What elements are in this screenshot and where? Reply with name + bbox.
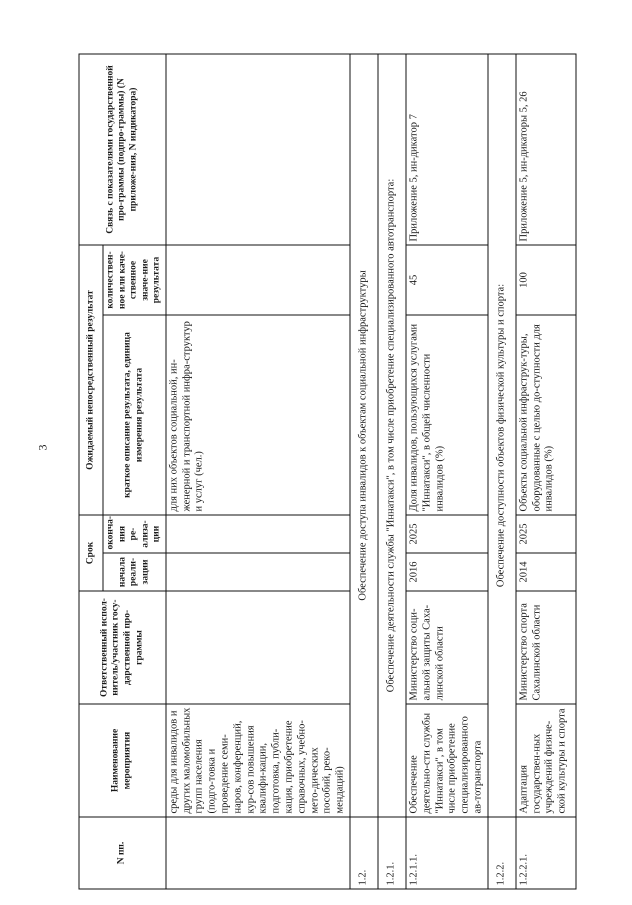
row-event: Адаптация государствен-ных учреждений физиче-ской культуры и спорта [516,704,576,817]
program-table [79,54,577,890]
section-num: 1.2. [350,817,378,889]
row-value: 100 [516,245,576,315]
header-term-end: оконча-ния ре-ализа-ции [103,515,166,553]
table-row [406,54,488,889]
header-responsible: Ответственный испол-нитель/участник госу-дарственной про-граммы [79,591,166,704]
section-title: Обеспечение деятельности службы "Иннатакси", в том числе приобретение специализированного автотранспорта: [378,54,406,817]
cont-event: среды для инвалидов и других маломобильных групп населения (подго-товка и проведение семи-наров, конференций, кур-сов повышения квалифи-кации, подготовка, публи-кация, приобретение справочных, учебно-мето-дических пособий, реко-мендаций) [166,704,350,817]
header-result-desc: краткое описание результата, единица измерения результата [103,315,166,515]
section-row [488,54,516,889]
section-num: 1.2.1. [378,817,406,889]
table-row [166,54,350,889]
row-responsible: Министерство спорта Сахалинской области [516,591,576,704]
header-result-value: количествен-ное или каче-ственное значе-ние результата [103,245,166,315]
row-event: Обеспечение деятельно-сти службы "Иннатакси", в том числе приобретение специализированного ав-тотранспорта [406,704,488,817]
cont-result-desc: для них объектов социальной, ин-женерной и транспортной инфра-структур и услуг (чел.) [166,315,350,515]
row-num: 1.2.1.1. [406,817,488,889]
row-start: 2016 [406,553,488,591]
table-row [516,54,576,889]
header-event: Наименование мероприятия [79,704,166,817]
header-row-1 [79,54,103,889]
row-link: Приложение 5, ин-дикаторы 5, 26 [516,54,576,245]
row-num: 1.2.2.1. [516,817,576,889]
section-num: 1.2.2. [488,817,516,889]
section-title: Обеспечение доступности объектов физической культуры и спорта: [488,54,516,817]
row-result-desc: Объекты социальной инфраструк-туры, оборудованные с целью до-ступности для инвалидов (%) [516,315,576,515]
section-row [378,54,406,889]
section-title: Обеспечение доступа инвалидов к объектам социальной инфраструктуры [350,54,378,817]
row-start: 2014 [516,553,576,591]
header-result: Ожидаемый непосредственный результат [79,245,103,515]
row-end: 2025 [406,515,488,553]
header-term-start: начала реали-зации [103,553,166,591]
header-num: N пп. [79,817,166,889]
header-link: Связь с показателями государственной про-граммы (подпро-граммы) (N приложе-ния, N индикатора) [79,54,166,245]
section-row [350,54,378,889]
row-value: 45 [406,245,488,315]
row-responsible: Министерство соци-альной защиты Саха-линской области [406,591,488,704]
cont-num [166,817,350,889]
page-number: 3 [35,444,50,451]
program-table-sheet [79,55,568,890]
header-term: Срок [79,515,103,591]
row-link: Приложение 5, ин-дикатор 7 [406,54,488,245]
row-end: 2025 [516,515,576,553]
row-result-desc: Доля инвалидов, пользующихся услугами "Иннатакси", в общей численности инвалидов (%) [406,315,488,515]
